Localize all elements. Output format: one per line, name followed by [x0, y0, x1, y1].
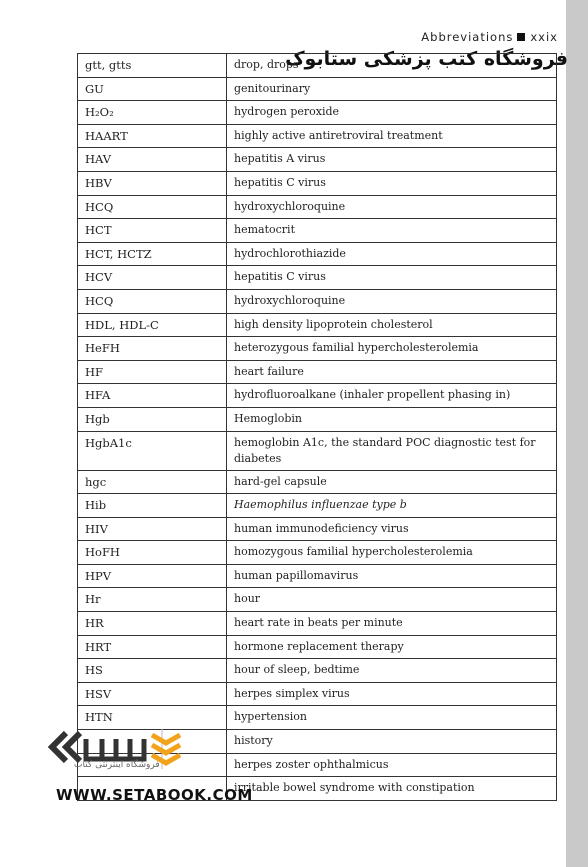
- abbreviation-term: HgbA1c: [78, 431, 227, 470]
- table-row: [78, 171, 557, 195]
- abbreviation-term: Hr: [78, 588, 227, 612]
- abbreviation-meaning: highly active antiretroviral treatment: [227, 124, 557, 148]
- table-row: [78, 517, 557, 541]
- abbreviation-meaning: hepatitis A virus: [227, 148, 557, 172]
- abbreviation-meaning: human papillomavirus: [227, 564, 557, 588]
- table-row: [78, 494, 557, 518]
- table-row: [78, 313, 557, 337]
- abbreviation-term: HCQ: [78, 195, 227, 219]
- store-watermark-title: فروشگاه کتب پزشکی ستابوک: [285, 48, 568, 70]
- table-row: [78, 289, 557, 313]
- abbreviation-term: HSV: [78, 682, 227, 706]
- abbreviation-term: HRT: [78, 635, 227, 659]
- abbreviation-term: HR: [78, 612, 227, 636]
- abbreviation-meaning: hormone replacement therapy: [227, 635, 557, 659]
- abbreviation-meaning: hard-gel capsule: [227, 470, 557, 494]
- abbreviation-term: H₂O₂: [78, 101, 227, 125]
- abbreviation-term: HCT: [78, 219, 227, 243]
- table-row: [78, 219, 557, 243]
- table-row: [78, 635, 557, 659]
- abbreviation-term: Hgb: [78, 407, 227, 431]
- table-row: [78, 470, 557, 494]
- store-subtitle: فروشگاه اینترنتی کتاب: [74, 760, 160, 770]
- table-row: [78, 588, 557, 612]
- page-edge-bar: [566, 0, 588, 867]
- table-row: [78, 564, 557, 588]
- table-row: [78, 407, 557, 431]
- abbreviation-meaning: hour: [227, 588, 557, 612]
- abbreviation-meaning: heart failure: [227, 360, 557, 384]
- abbreviation-meaning: hypertension: [227, 706, 557, 730]
- abbreviation-meaning: hepatitis C virus: [227, 266, 557, 290]
- abbreviation-meaning: hepatitis C virus: [227, 171, 557, 195]
- abbreviation-term: HCV: [78, 266, 227, 290]
- abbreviation-meaning: heart rate in beats per minute: [227, 612, 557, 636]
- setabook-logo: [44, 725, 184, 785]
- table-row: [78, 612, 557, 636]
- abbreviation-meaning: Hemoglobin: [227, 407, 557, 431]
- table-row: [78, 124, 557, 148]
- table-row: [78, 195, 557, 219]
- abbreviations-table: [77, 53, 557, 801]
- abbreviation-term: HFA: [78, 384, 227, 408]
- abbreviation-term: HF: [78, 360, 227, 384]
- abbreviation-term: HCT, HCTZ: [78, 242, 227, 266]
- running-head: [421, 30, 558, 44]
- section-title: Abbreviations: [421, 30, 514, 44]
- abbreviation-meaning: drop, drops: [227, 54, 557, 78]
- abbreviation-term: HAV: [78, 148, 227, 172]
- table-row: [78, 101, 557, 125]
- abbreviation-meaning: genitourinary: [227, 77, 557, 101]
- abbreviation-term: HCQ: [78, 289, 227, 313]
- abbreviation-term: HAART: [78, 124, 227, 148]
- table-row: [78, 148, 557, 172]
- abbreviation-meaning: hydroxychloroquine: [227, 289, 557, 313]
- abbreviation-term: gtt, gtts: [78, 54, 227, 78]
- abbreviation-meaning: high density lipoprotein cholesterol: [227, 313, 557, 337]
- abbreviation-term: HeFH: [78, 337, 227, 361]
- table-row: [78, 337, 557, 361]
- page-number: xxix: [530, 30, 558, 44]
- abbreviation-meaning: hemoglobin A1c, the standard POC diagnostic test for diabetes: [227, 431, 557, 470]
- abbreviation-term: hgc: [78, 470, 227, 494]
- table-row: [78, 54, 557, 78]
- table-row: [78, 384, 557, 408]
- table-row: [78, 682, 557, 706]
- abbreviation-term: HTN: [78, 706, 227, 730]
- logo-wordmark-shape: [86, 739, 144, 759]
- abbreviation-meaning: history: [227, 730, 557, 754]
- abbreviation-meaning: hour of sleep, bedtime: [227, 659, 557, 683]
- square-bullet-icon: [517, 33, 525, 41]
- abbreviation-term: HoFH: [78, 541, 227, 565]
- abbreviation-meaning: hydrofluoroalkane (inhaler propellent phasing in): [227, 384, 557, 408]
- abbreviation-meaning: hydrochlorothiazide: [227, 242, 557, 266]
- abbreviation-meaning: hematocrit: [227, 219, 557, 243]
- abbreviation-meaning: hydrogen peroxide: [227, 101, 557, 125]
- store-url: WWW.SETABOOK.COM: [56, 786, 253, 804]
- abbreviation-term: HDL, HDL-C: [78, 313, 227, 337]
- abbreviation-term: HPV: [78, 564, 227, 588]
- table-row: [78, 659, 557, 683]
- abbreviation-term: Hib: [78, 494, 227, 518]
- abbreviation-term: HS: [78, 659, 227, 683]
- table-row: [78, 431, 557, 470]
- abbreviation-meaning: herpes zoster ophthalmicus: [227, 753, 557, 777]
- abbreviation-meaning: homozygous familial hypercholesterolemia: [227, 541, 557, 565]
- table-row: [78, 242, 557, 266]
- abbreviation-term: HIV: [78, 517, 227, 541]
- abbreviation-meaning: hydroxychloroquine: [227, 195, 557, 219]
- abbreviation-term: GU: [78, 77, 227, 101]
- double-chevron-icon: [52, 733, 80, 761]
- table-row: [78, 266, 557, 290]
- book-stack-icon: [152, 735, 180, 763]
- abbreviations-table-body: [78, 54, 557, 801]
- abbreviation-meaning: human immunodeficiency virus: [227, 517, 557, 541]
- abbreviation-meaning: heterozygous familial hypercholesterolemia: [227, 337, 557, 361]
- abbreviation-term: HBV: [78, 171, 227, 195]
- abbreviation-meaning: irritable bowel syndrome with constipation: [227, 777, 557, 801]
- table-row: [78, 77, 557, 101]
- table-row: [78, 360, 557, 384]
- table-row: [78, 541, 557, 565]
- abbreviation-meaning: Haemophilus influenzae type b: [227, 494, 557, 518]
- abbreviation-meaning: herpes simplex virus: [227, 682, 557, 706]
